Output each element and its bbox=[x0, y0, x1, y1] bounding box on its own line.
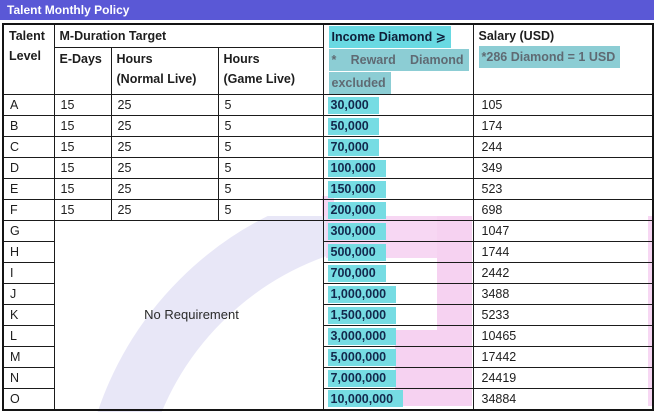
cell-salary: 24419 bbox=[473, 368, 653, 389]
header-talent-level bbox=[3, 24, 54, 95]
cell-e-days: 15 bbox=[54, 137, 111, 158]
cell-income: 70,000 bbox=[323, 137, 473, 158]
income-note-star: * bbox=[331, 53, 337, 67]
header-income-note-line1 bbox=[329, 49, 469, 71]
cell-no-requirement: No Requirement bbox=[54, 221, 323, 410]
cell-hours-game: 5 bbox=[218, 179, 323, 200]
cell-income: 100,000 bbox=[323, 158, 473, 179]
cell-salary: 698 bbox=[473, 200, 653, 221]
table-row bbox=[3, 158, 653, 179]
cell-e-days: 15 bbox=[54, 200, 111, 221]
cell-hours-game: 5 bbox=[218, 137, 323, 158]
cell-hours-game: 5 bbox=[218, 116, 323, 137]
income-note-word2: Diamond bbox=[410, 53, 464, 67]
cell-income: 300,000 bbox=[323, 221, 473, 242]
cell-level: I bbox=[3, 263, 54, 284]
cell-level: H bbox=[3, 242, 54, 263]
cell-level: A bbox=[3, 95, 54, 116]
table-row bbox=[3, 221, 653, 242]
cell-salary: 3488 bbox=[473, 284, 653, 305]
cell-salary: 10465 bbox=[473, 326, 653, 347]
cell-level: N bbox=[3, 368, 54, 389]
cell-income: 700,000 bbox=[323, 263, 473, 284]
cell-income: 50,000 bbox=[323, 116, 473, 137]
policy-table bbox=[2, 23, 654, 411]
cell-income: 1,000,000 bbox=[323, 284, 473, 305]
cell-salary: 34884 bbox=[473, 389, 653, 410]
cell-salary: 244 bbox=[473, 137, 653, 158]
cell-hours-normal: 25 bbox=[111, 200, 218, 221]
header-e-days: E-Days bbox=[54, 48, 111, 95]
cell-salary: 105 bbox=[473, 95, 653, 116]
cell-income: 3,000,000 bbox=[323, 326, 473, 347]
header-income-title: Income Diamond ⩾ bbox=[329, 26, 452, 48]
cell-salary: 1047 bbox=[473, 221, 653, 242]
cell-salary: 523 bbox=[473, 179, 653, 200]
header-hours-normal: Hours (Normal Live) bbox=[111, 48, 218, 95]
header-income-note-line2: excluded bbox=[329, 72, 391, 94]
table-row bbox=[3, 179, 653, 200]
cell-income: 150,000 bbox=[323, 179, 473, 200]
cell-e-days: 15 bbox=[54, 95, 111, 116]
cell-salary: 174 bbox=[473, 116, 653, 137]
cell-income: 200,000 bbox=[323, 200, 473, 221]
cell-hours-game: 5 bbox=[218, 200, 323, 221]
income-note-word1: Reward bbox=[350, 53, 396, 67]
cell-hours-normal: 25 bbox=[111, 179, 218, 200]
cell-income: 1,500,000 bbox=[323, 305, 473, 326]
cell-income: 7,000,000 bbox=[323, 368, 473, 389]
cell-level: D bbox=[3, 158, 54, 179]
cell-hours-normal: 25 bbox=[111, 116, 218, 137]
cell-salary: 1744 bbox=[473, 242, 653, 263]
header-m-duration-target: M-Duration Target bbox=[54, 24, 323, 48]
header-salary-title: Salary (USD) bbox=[478, 29, 555, 43]
header-salary bbox=[473, 24, 653, 95]
header-talent-line1: Talent bbox=[9, 29, 45, 43]
cell-level: O bbox=[3, 389, 54, 410]
cell-income: 500,000 bbox=[323, 242, 473, 263]
cell-level: J bbox=[3, 284, 54, 305]
cell-salary: 349 bbox=[473, 158, 653, 179]
cell-e-days: 15 bbox=[54, 179, 111, 200]
page-title: Talent Monthly Policy bbox=[0, 0, 654, 20]
cell-hours-normal: 25 bbox=[111, 95, 218, 116]
header-salary-note: *286 Diamond = 1 USD bbox=[479, 46, 621, 68]
cell-income: 10,000,000 bbox=[323, 389, 473, 410]
header-hours-game: Hours (Game Live) bbox=[218, 48, 323, 95]
table-row bbox=[3, 137, 653, 158]
cell-level: E bbox=[3, 179, 54, 200]
table-row bbox=[3, 200, 653, 221]
table-row bbox=[3, 116, 653, 137]
cell-hours-game: 5 bbox=[218, 95, 323, 116]
cell-e-days: 15 bbox=[54, 116, 111, 137]
cell-income: 30,000 bbox=[323, 95, 473, 116]
cell-level: G bbox=[3, 221, 54, 242]
header-talent-line2: Level bbox=[9, 49, 41, 63]
cell-level: F bbox=[3, 200, 54, 221]
cell-level: L bbox=[3, 326, 54, 347]
cell-level: M bbox=[3, 347, 54, 368]
cell-income: 5,000,000 bbox=[323, 347, 473, 368]
cell-salary: 17442 bbox=[473, 347, 653, 368]
cell-salary: 5233 bbox=[473, 305, 653, 326]
cell-hours-normal: 25 bbox=[111, 158, 218, 179]
cell-hours-normal: 25 bbox=[111, 137, 218, 158]
cell-level: K bbox=[3, 305, 54, 326]
table-row bbox=[3, 95, 653, 116]
cell-hours-game: 5 bbox=[218, 158, 323, 179]
cell-salary: 2442 bbox=[473, 263, 653, 284]
cell-e-days: 15 bbox=[54, 158, 111, 179]
header-income-diamond bbox=[323, 24, 473, 95]
cell-level: B bbox=[3, 116, 54, 137]
cell-level: C bbox=[3, 137, 54, 158]
